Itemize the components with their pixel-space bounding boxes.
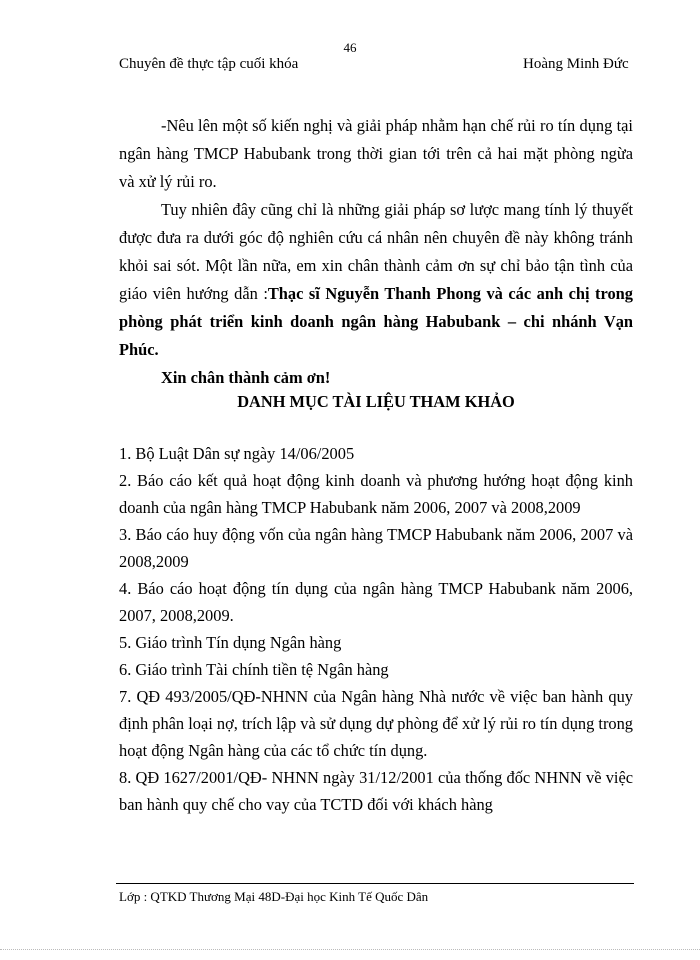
- reference-line: 5. Giáo trình Tín dụng Ngân hàng: [119, 633, 342, 652]
- conclusion-paragraph-2-line-2: được đưa ra dưới góc độ nghiên cứu cá nhân nên chuyên đề này không tránh: [119, 228, 633, 247]
- footer-class-info: Lớp : QTKD Thương Mại 48D-Đại học Kinh Tế Quốc Dân: [119, 889, 429, 904]
- reference-line: 2008,2009: [119, 552, 189, 571]
- reference-line: 2. Báo cáo kết quả hoạt động kinh doanh và phương hướng hoạt động kinh: [119, 471, 633, 490]
- conclusion-paragraph-2-line-4: [119, 280, 633, 308]
- reference-line: 3. Báo cáo huy động vốn của ngân hàng TMCP Habubank năm 2006, 2007 và: [119, 525, 633, 544]
- page-number: 46: [343, 40, 357, 55]
- reference-line: 8. QĐ 1627/2001/QĐ- NHNN ngày 31/12/2001 của thống đốc NHNN về việc: [119, 768, 633, 787]
- conclusion-paragraph-1-line-3: và xử lý rủi ro.: [119, 172, 217, 191]
- header-document-title: Chuyên đề thực tập cuối khóa: [119, 56, 299, 72]
- conclusion-paragraph-2-line-6: Phúc.: [119, 340, 159, 359]
- reference-line: 1. Bộ Luật Dân sự ngày 14/06/2005: [119, 444, 355, 463]
- conclusion-paragraph-2-line-5: phòng phát triển kinh doanh ngân hàng Habubank – chi nhánh Vạn: [119, 312, 633, 331]
- reference-line: 2007, 2008,2009.: [119, 606, 234, 625]
- header-author: Hoàng Minh Đức: [523, 56, 629, 72]
- footer-divider: [116, 883, 634, 884]
- reference-line: ban hành quy chế cho vay của TCTD đối với khách hàng: [119, 795, 493, 814]
- conclusion-paragraph-2-line-1: Tuy nhiên đây cũng chỉ là những giải pháp sơ lược mang tính lý thuyết: [161, 200, 633, 219]
- reference-line: doanh của ngân hàng TMCP Habubank năm 2006, 2007 và 2008,2009: [119, 498, 581, 517]
- references-title: DANH MỤC TÀI LIỆU THAM KHẢO: [237, 392, 515, 411]
- reference-line: 6. Giáo trình Tài chính tiền tệ Ngân hàng: [119, 660, 389, 679]
- reference-line: 7. QĐ 493/2005/QĐ-NHNN của Ngân hàng Nhà nước về việc ban hành quy: [119, 687, 633, 706]
- page-bottom-dotted-border: [0, 949, 700, 950]
- advisor-name: Thạc sĩ Nguyễn Thanh Phong và các anh chị trong: [267, 284, 633, 303]
- reference-line: 4. Báo cáo hoạt động tín dụng của ngân hàng TMCP Habubank năm 2006,: [119, 579, 633, 598]
- conclusion-paragraph-1-line-1: -Nêu lên một số kiến nghị và giải pháp nhằm hạn chế rủi ro tín dụng tại: [161, 116, 633, 135]
- thanks-line: Xin chân thành cảm ơn!: [161, 368, 331, 387]
- conclusion-paragraph-2-line-3: khỏi sai sót. Một lần nữa, em xin chân thành cảm ơn sự chỉ bảo tận tình của: [119, 256, 633, 275]
- reference-line: hoạt động Ngân hàng của các tổ chức tín dụng.: [119, 741, 428, 760]
- reference-line: định phân loại nợ, trích lập và sử dụng dự phòng để xử lý rủi ro tín dụng trong: [119, 714, 633, 733]
- conclusion-paragraph-1-line-2: ngân hàng TMCP Habubank trong thời gian tới trên cả hai mặt phòng ngừa: [119, 144, 633, 163]
- advisor-intro: giáo viên hướng dẫn :: [119, 284, 268, 303]
